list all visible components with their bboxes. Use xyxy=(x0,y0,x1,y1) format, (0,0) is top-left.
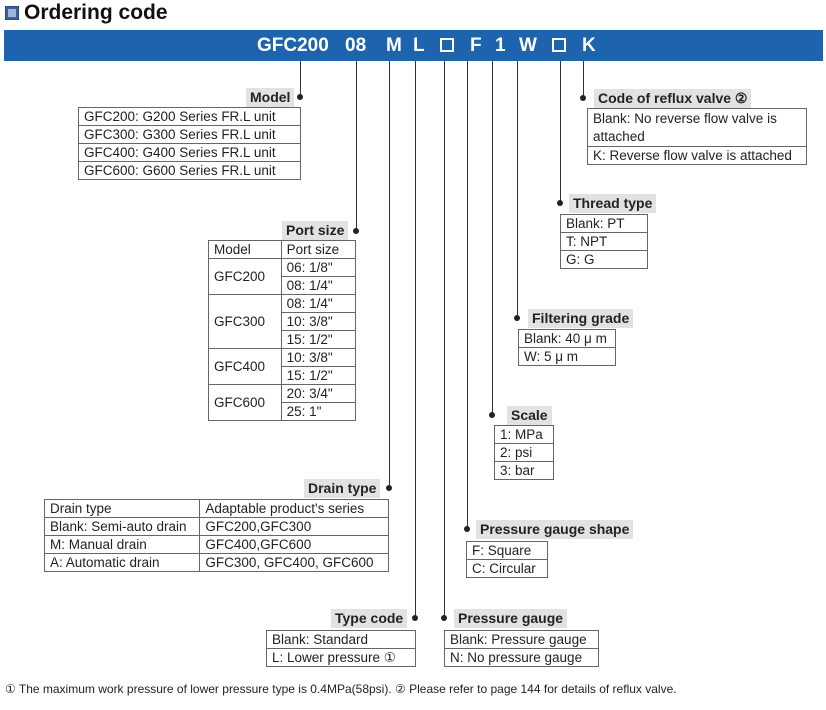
model-row: GFC400: G400 Series FR.L unit xyxy=(79,144,301,162)
scale-label: Scale xyxy=(507,406,552,425)
code-model: GFC200 xyxy=(257,35,329,56)
code-port: 08 xyxy=(345,35,367,56)
scale-row: 1: MPa xyxy=(495,426,554,444)
connector-dot xyxy=(514,315,520,321)
gauge-shape-row: C: Circular xyxy=(467,560,548,578)
scale-row: 3: bar xyxy=(495,462,554,480)
port-model: GFC400 xyxy=(209,349,282,385)
code-scale: 1 xyxy=(495,35,506,56)
connector-gauge xyxy=(444,61,445,618)
model-row: GFC200: G200 Series FR.L unit xyxy=(79,108,301,126)
model-row: GFC600: G600 Series FR.L unit xyxy=(79,162,301,180)
code-thread-box xyxy=(552,38,566,54)
thread-type-label: Thread type xyxy=(569,194,656,213)
reflux-row: Blank: No reverse flow valve is xyxy=(593,110,777,126)
type-code-table xyxy=(266,630,416,667)
port-size: 25: 1" xyxy=(281,403,355,421)
port-size: 10: 3/8" xyxy=(281,349,355,367)
page-title: Ordering code xyxy=(24,1,168,24)
port-size: 10: 3/8" xyxy=(281,313,355,331)
reflux-row: attached xyxy=(593,128,645,144)
drain-series: GFC300, GFC400, GFC600 xyxy=(200,554,389,572)
pressure-gauge-label: Pressure gauge xyxy=(454,609,567,628)
reflux-table xyxy=(587,108,807,165)
connector-shape xyxy=(467,61,468,529)
drain-option: M: Manual drain xyxy=(45,536,200,554)
connector-dot xyxy=(386,485,392,491)
model-row: GFC300: G300 Series FR.L unit xyxy=(79,126,301,144)
connector-type xyxy=(415,61,416,618)
connector-drain xyxy=(389,61,390,488)
connector-dot xyxy=(441,615,447,621)
pressure-gauge-row: Blank: Pressure gauge xyxy=(445,631,599,649)
connector-dot xyxy=(464,526,470,532)
code-reflux: K xyxy=(582,35,596,56)
type-code-row: Blank: Standard xyxy=(267,631,416,649)
scale-row: 2: psi xyxy=(495,444,554,462)
code-type: L xyxy=(413,35,425,56)
reflux-row: K: Reverse flow valve is attached xyxy=(588,147,807,165)
connector-dot xyxy=(580,95,586,101)
reflux-label: Code of reflux valve ② xyxy=(594,89,751,108)
filter-grade-table xyxy=(518,329,616,366)
port-col-model: Model xyxy=(209,241,282,259)
thread-type-row: Blank: PT xyxy=(561,215,648,233)
model-table xyxy=(78,107,301,180)
drain-col2: Adaptable product's series xyxy=(200,500,389,518)
port-model: GFC300 xyxy=(209,295,282,349)
drain-option: A: Automatic drain xyxy=(45,554,200,572)
connector-grade xyxy=(517,61,518,318)
connector-dot xyxy=(489,412,495,418)
port-size: 15: 1/2" xyxy=(281,367,355,385)
gauge-shape-label: Pressure gauge shape xyxy=(476,520,633,539)
type-code-row: L: Lower pressure ① xyxy=(267,649,416,667)
port-size: 15: 1/2" xyxy=(281,331,355,349)
drain-series: GFC200,GFC300 xyxy=(200,518,389,536)
connector-model xyxy=(300,61,301,97)
model-label: Model xyxy=(246,88,294,107)
port-model: GFC200 xyxy=(209,259,282,295)
thread-type-table xyxy=(560,214,648,269)
connector-scale xyxy=(492,61,493,415)
code-drain: M xyxy=(386,35,402,56)
connector-dot xyxy=(412,615,418,621)
drain-col1: Drain type xyxy=(45,500,200,518)
port-size: 06: 1/8" xyxy=(281,259,355,277)
type-code-label: Type code xyxy=(331,609,407,628)
code-gauge-box xyxy=(440,38,454,54)
filter-grade-row: W: 5 μ m xyxy=(519,348,616,366)
scale-table xyxy=(494,425,554,480)
connector-dot xyxy=(557,200,563,206)
connector-port xyxy=(356,61,357,231)
connector-thread xyxy=(560,61,561,203)
port-size: 20: 3/4" xyxy=(281,385,355,403)
port-model: GFC600 xyxy=(209,385,282,421)
drain-type-label: Drain type xyxy=(304,479,380,498)
gauge-shape-row: F: Square xyxy=(467,542,548,560)
port-col-size: Port size xyxy=(281,241,355,259)
thread-type-row: G: G xyxy=(561,251,648,269)
footnote: ① The maximum work pressure of lower pressure type is 0.4MPa(58psi). ② Please refer to page 144 for details of reflux valve. xyxy=(5,682,677,696)
pressure-gauge-table xyxy=(444,630,599,667)
code-gauge-shape: F xyxy=(470,35,482,56)
filter-grade-row: Blank: 40 μ m xyxy=(519,330,616,348)
drain-type-table xyxy=(44,499,389,572)
pressure-gauge-row: N: No pressure gauge xyxy=(445,649,599,667)
port-size-label: Port size xyxy=(282,221,348,240)
port-size-table xyxy=(208,240,356,421)
connector-dot xyxy=(297,94,303,100)
port-size: 08: 1/4" xyxy=(281,295,355,313)
drain-series: GFC400,GFC600 xyxy=(200,536,389,554)
gauge-shape-table xyxy=(466,541,548,578)
thread-type-row: T: NPT xyxy=(561,233,648,251)
port-size: 08: 1/4" xyxy=(281,277,355,295)
connector-reflux xyxy=(583,61,584,98)
drain-option: Blank: Semi-auto drain xyxy=(45,518,200,536)
section-icon xyxy=(5,6,19,20)
filter-grade-label: Filtering grade xyxy=(528,309,633,328)
connector-dot xyxy=(353,228,359,234)
code-grade: W xyxy=(519,35,537,56)
